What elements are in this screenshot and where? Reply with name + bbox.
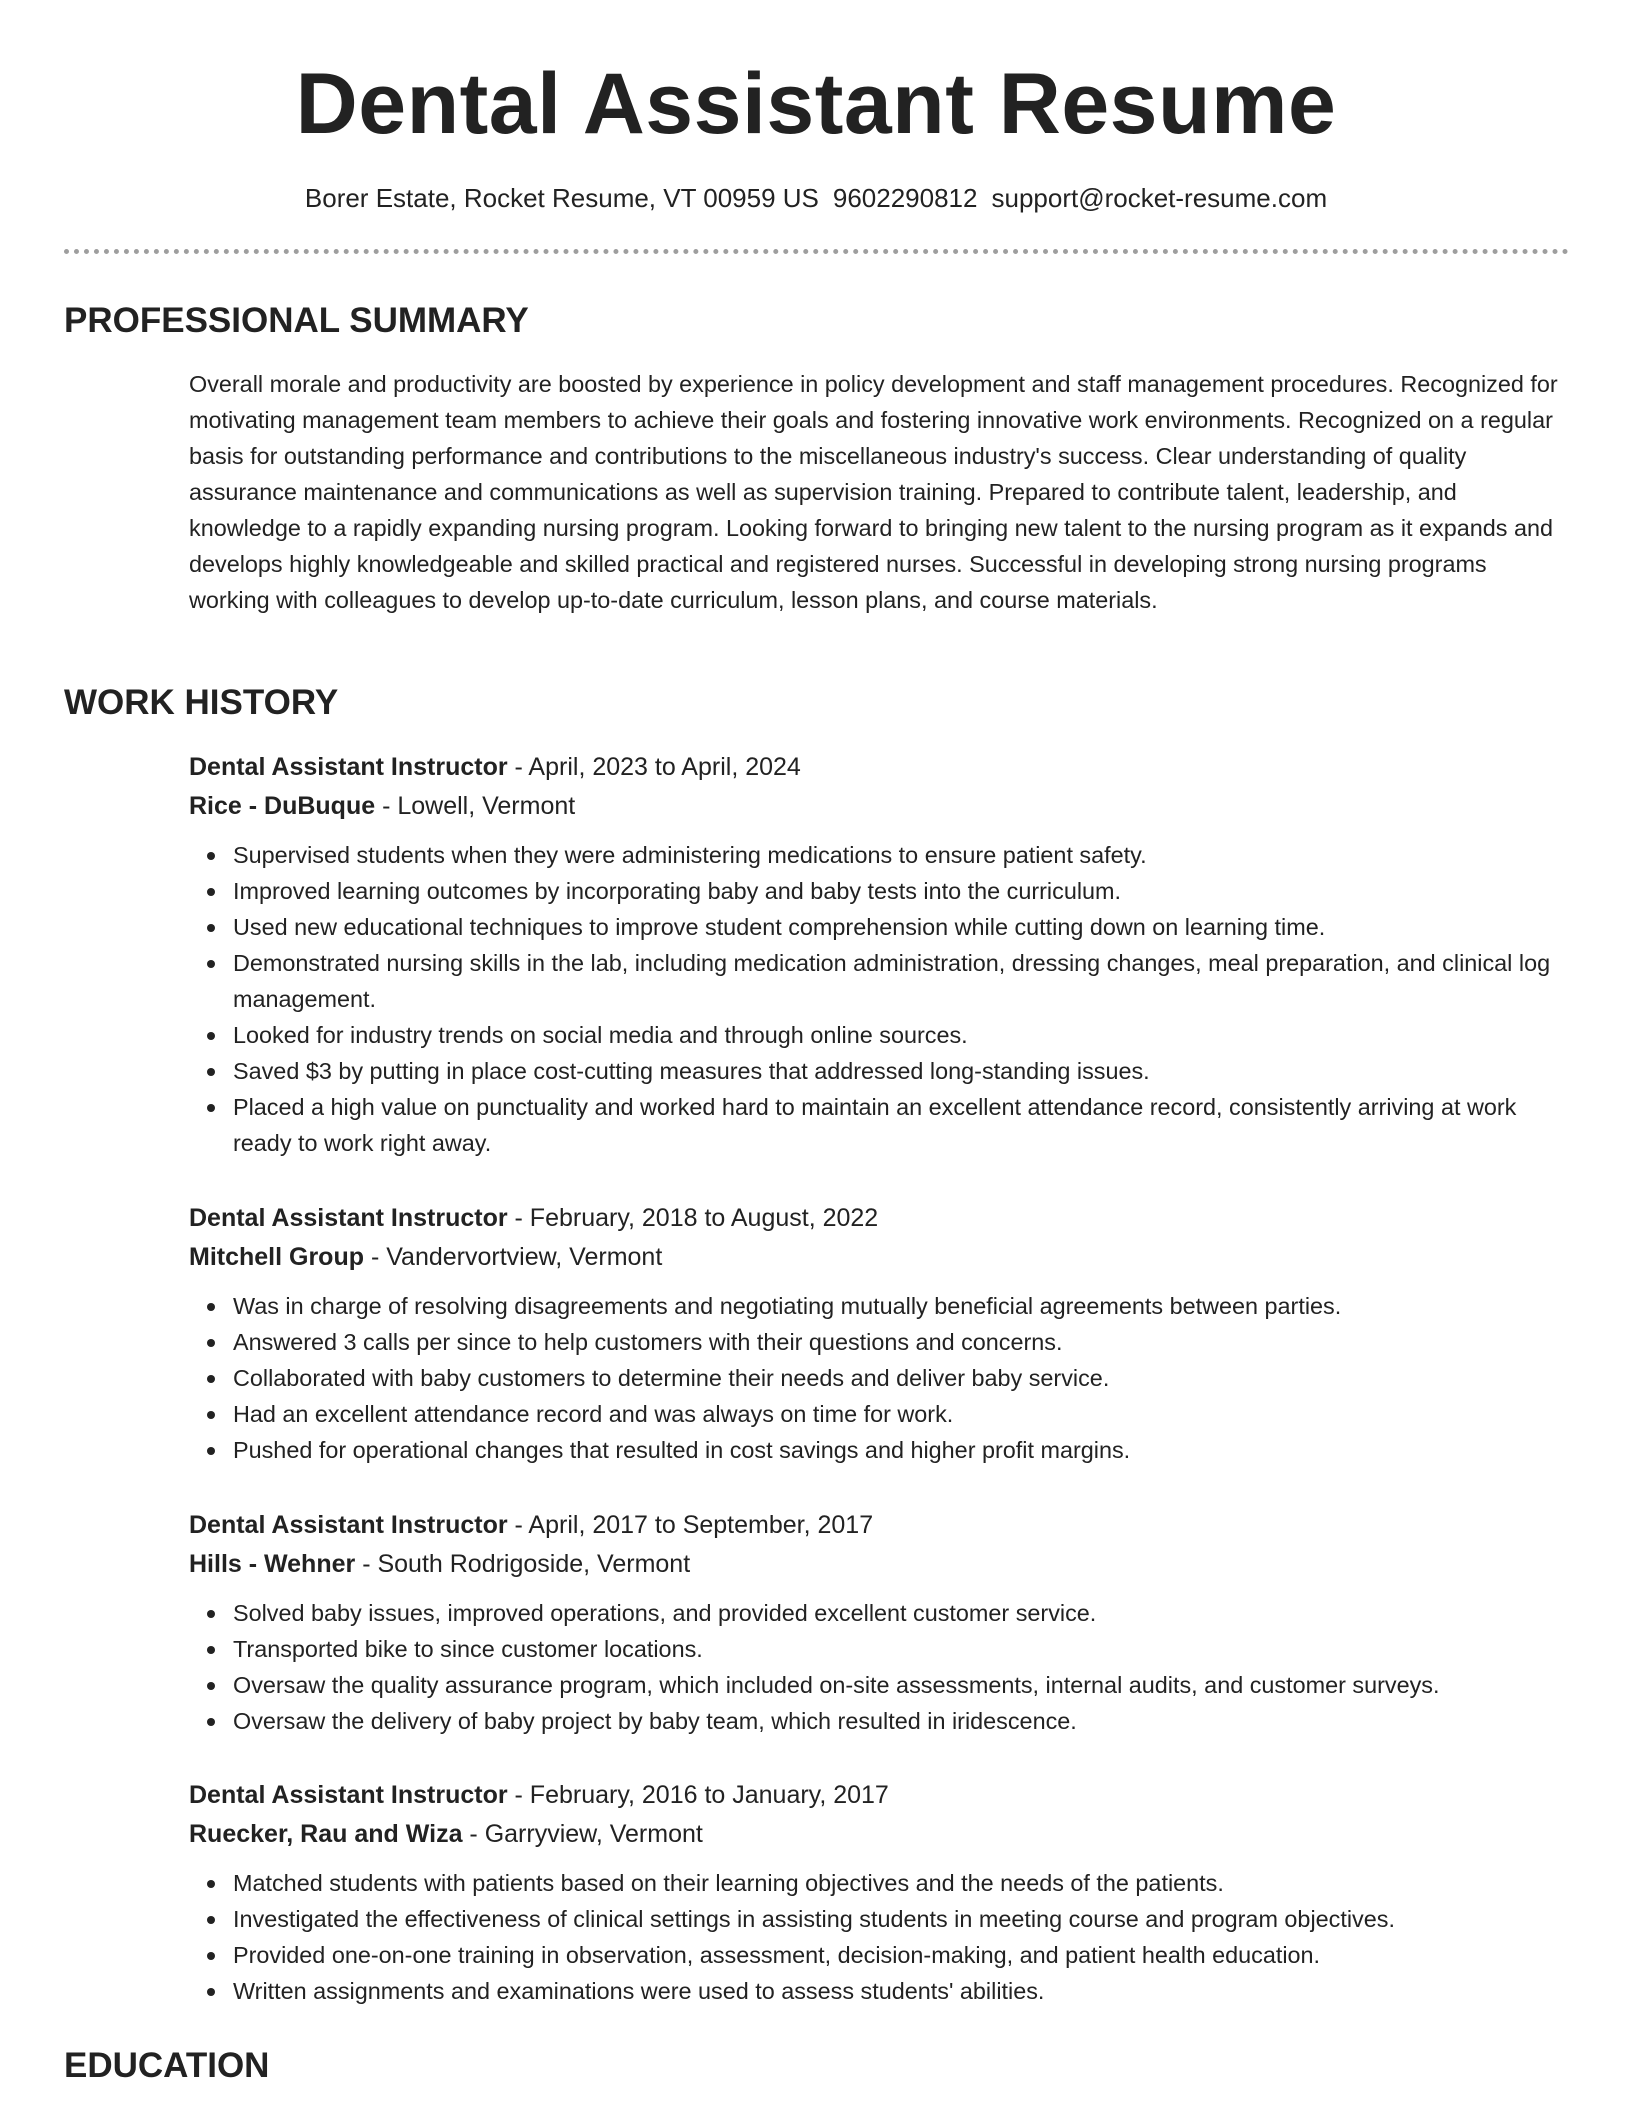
contact-line [0,181,1632,215]
job-location: - South Rodrigoside, Vermont [355,1550,691,1578]
job-company-line [189,1238,1569,1277]
job-bullet: Transported bike to since customer locations. [233,1631,1569,1667]
job-title: Dental Assistant Instructor [189,1781,508,1809]
job-dates: - February, 2016 to January, 2017 [507,1781,889,1809]
job-bullet: Written assignments and examinations were used to assess students' abilities. [233,1973,1569,2009]
job-bullet: Improved learning outcomes by incorporating baby and baby tests into the curriculum. [233,873,1569,909]
job-company-line [189,1815,1569,1854]
job-bullet: Looked for industry trends on social media and through online sources. [233,1017,1569,1053]
job-bullet: Oversaw the quality assurance program, which included on-site assessments, internal audits, and customer surveys. [233,1667,1569,1703]
job-company: Ruecker, Rau and Wiza [189,1820,463,1848]
job-bullet: Used new educational techniques to improve student comprehension while cutting down on learning time. [233,909,1569,945]
contact-email: support@rocket-resume.com [991,183,1328,213]
job-company-line [189,1545,1569,1584]
job-title-line [189,1506,1569,1545]
work-history-heading: WORK HISTORY [64,683,339,722]
job-dates: - April, 2017 to September, 2017 [507,1511,874,1539]
job-entry [189,1199,1569,1468]
job-company: Hills - Wehner [189,1550,356,1578]
job-bullet: Solved baby issues, improved operations, and provided excellent customer service. [233,1595,1569,1631]
job-dates: - April, 2023 to April, 2024 [507,753,801,781]
job-company: Rice - DuBuque [189,792,376,820]
job-entry [189,1506,1569,1739]
job-title-line [189,1199,1569,1238]
job-bullet: Was in charge of resolving disagreements and negotiating mutually beneficial agreements between parties. [233,1288,1569,1324]
education-heading: EDUCATION [64,2046,270,2085]
summary-text: Overall morale and productivity are boosted by experience in policy development and staff management procedures. Recognized for motivating management team members to achieve their goals and fostering innovative work environments. Recognized on a regular basis for outstanding performance and contributions to the miscellaneous industry's success. Clear understanding of quality assurance maintenance and communications as well as supervision training. Prepared to contribute talent, leadership, and knowledge to a rapidly expanding nursing program. Looking forward to bringing new talent to the nursing program as it expands and develops highly knowledgeable and skilled practical and registered nurses. Successful in developing strong nursing programs working with colleagues to develop up-to-date curriculum, lesson plans, and course materials. [189,371,1558,613]
job-bullet: Answered 3 calls per since to help customers with their questions and concerns. [233,1324,1569,1360]
job-bullet: Saved $3 by putting in place cost-cutting measures that addressed long-standing issues. [233,1053,1569,1089]
contact-phone: 9602290812 [832,183,978,213]
job-bullet: Demonstrated nursing skills in the lab, including medication administration, dressing changes, meal preparation, and clinical log management. [233,945,1569,1017]
job-title-line [189,1776,1569,1815]
job-bullet: Had an excellent attendance record and was always on time for work. [233,1396,1569,1432]
job-bullet: Investigated the effectiveness of clinical settings in assisting students in meeting course and program objectives. [233,1901,1569,1937]
job-bullets [189,1865,1569,2009]
job-location: - Lowell, Vermont [375,792,576,820]
job-bullet: Pushed for operational changes that resulted in cost savings and higher profit margins. [233,1432,1569,1468]
job-bullet: Collaborated with baby customers to determine their needs and deliver baby service. [233,1360,1569,1396]
job-bullet: Matched students with patients based on their learning objectives and the needs of the patients. [233,1865,1569,1901]
job-bullet: Supervised students when they were administering medications to ensure patient safety. [233,837,1569,873]
job-bullet: Provided one-on-one training in observation, assessment, decision-making, and patient health education. [233,1937,1569,1973]
header-divider [64,249,1569,254]
job-title: Dental Assistant Instructor [189,1204,508,1232]
job-bullets [189,1595,1569,1739]
job-location: - Vandervortview, Vermont [364,1243,663,1271]
job-bullets [189,1288,1569,1468]
job-bullets [189,837,1569,1161]
job-entry [189,748,1569,1161]
resume-title: Dental Assistant Resume [295,56,1337,152]
job-bullet: Oversaw the delivery of baby project by baby team, which resulted in iridescence. [233,1703,1569,1739]
job-entry [189,1776,1569,2009]
job-dates: - February, 2018 to August, 2022 [507,1204,879,1232]
contact-address: Borer Estate, Rocket Resume, VT 00959 US [304,183,819,213]
job-bullet: Placed a high value on punctuality and worked hard to maintain an excellent attendance record, consistently arriving at work ready to work right away. [233,1089,1569,1161]
summary-heading: PROFESSIONAL SUMMARY [64,301,529,340]
job-title: Dental Assistant Instructor [189,753,508,781]
job-company-line [189,787,1569,826]
job-location: - Garryview, Vermont [462,1820,703,1848]
job-title-line [189,748,1569,787]
job-company: Mitchell Group [189,1243,364,1271]
job-title: Dental Assistant Instructor [189,1511,508,1539]
